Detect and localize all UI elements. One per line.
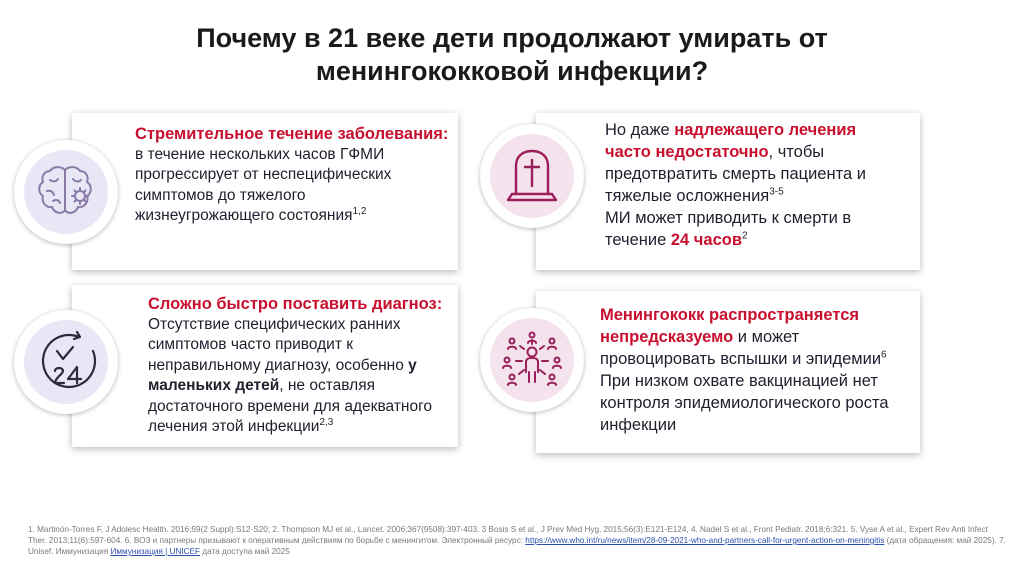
unicef-link[interactable]: Иммунизация | UNICEF [110, 547, 201, 556]
card1-line4 [135, 206, 455, 227]
card4-line4: При низком охвате вакцинацией нет [600, 372, 878, 390]
card3-line5: достаточного времени для адекватного [148, 397, 433, 415]
card3-icon-circle [14, 310, 118, 414]
card3-line6 [148, 417, 454, 438]
clock-24-icon [33, 329, 99, 395]
card4-line5: контроля эпидемиологического роста [600, 394, 889, 412]
card3-text [148, 294, 454, 438]
card2-icon-bg [490, 134, 574, 218]
who-link[interactable]: https://www.who.int/ru/news/item/28-09-2021-who-and-partners-call-for-urgent-action-on-meningitis [525, 536, 885, 545]
card2-line1b: надлежащего лечения [674, 121, 857, 139]
card3-line3-text: неправильному диагнозу, особенно [148, 356, 409, 374]
card2-line6a: течение [605, 231, 671, 249]
title-line-1: Почему в 21 веке дети продолжают умирать от [196, 23, 828, 53]
references-footer [28, 524, 1008, 557]
card1-line4-text: жизнеугрожающего состояния [135, 207, 353, 224]
card2-line2 [605, 141, 915, 163]
card2-ref2: 2 [741, 230, 748, 242]
card2-icon-circle [480, 124, 584, 228]
footer-text-1: 1. Martinón-Torres F, J Adolesc Health. 2016;59(2 Suppl):S12-S20; 2. Thompson MJ et al., Lancet. 2006;367(9508):397-403. 3 Bosis S et al., J Prev Med Hyg. 2015;56(3):E121-E124, 4. Nadel S et al., Front Pediatr. 2018;6:321. 5. Vyse A et al., Expert Rev Anti Infect Ther. 2013;11(6):597-604. 6. ВОЗ и партнеры призывают к оперативным действиям по борьбе с менингитом. Электронный ресурс: [28, 525, 988, 545]
card4-icon-circle [480, 308, 584, 412]
card2-ref1: 3-5 [769, 186, 784, 198]
card4-ref: 6 [881, 349, 887, 361]
card3-line6-text: лечения этой инфекции [148, 418, 320, 435]
card2-line2a: часто недостаточно [605, 143, 769, 161]
card3-icon-bg [24, 320, 108, 404]
card1-ref: 1,2 [352, 205, 367, 217]
card2-line4 [605, 185, 915, 207]
card1-line1: в течение нескольких часов ГФМИ [135, 145, 385, 163]
title-line-2: менингококковой инфекции? [315, 56, 709, 86]
card2-line6b: 24 часов [670, 231, 742, 249]
card3-line3 [148, 356, 454, 377]
card3-line3-bold: у [408, 356, 417, 374]
card1-line3: симптомов до тяжелого [135, 186, 306, 204]
card4-icon-bg [490, 318, 574, 402]
card4-line3 [600, 348, 916, 370]
card2-text [605, 119, 915, 251]
card2-line1a: Но даже [605, 121, 675, 139]
card4-line6: инфекции [600, 416, 677, 434]
card3-line1: Отсутствие специфических ранних [148, 315, 401, 333]
tombstone-cross-icon [502, 148, 562, 204]
page-title [0, 22, 1024, 88]
brain-icon [35, 164, 97, 220]
card1-icon-circle [14, 140, 118, 244]
card4-line2b: и может [733, 328, 800, 346]
footer-text-3: дата доступа май 2025 [200, 547, 290, 556]
spread-people-icon [500, 330, 564, 390]
card1-line2: прогрессирует от неспецифических [135, 166, 392, 183]
card4-line2 [600, 326, 916, 348]
card4-text [600, 304, 916, 436]
card3-line2: симптомов часто приводит к [148, 336, 354, 353]
card3-line4-text: , не оставляя [279, 377, 375, 394]
card4-line2a: непредсказуемо [600, 328, 734, 346]
footer-text-2: (дата обращения: май 2025). 7. Unisef. Иммунизация [28, 536, 1006, 556]
card3-line4-bold: маленьких детей [148, 377, 280, 394]
card2-line2b: , чтобы [768, 143, 825, 161]
card4-line1: Менингококк распространяется [600, 306, 860, 324]
card2-line4-text: тяжелые осложнения [605, 187, 770, 205]
card1-icon-bg [24, 150, 108, 234]
card2-line5: МИ может приводить к смерти в [605, 209, 852, 227]
card4-line3-text: провоцировать вспышки и эпидемии [600, 350, 882, 368]
card1-text [135, 124, 455, 227]
card3-line4 [148, 376, 454, 397]
card3-ref: 2,3 [319, 416, 334, 428]
card1-heading: Стремительное течение заболевания: [135, 125, 449, 143]
card3-heading: Сложно быстро поставить диагноз: [148, 295, 443, 313]
card2-line6 [605, 229, 915, 251]
card2-line1 [605, 119, 915, 141]
card2-line3: предотвратить смерть пациента и [605, 165, 866, 183]
